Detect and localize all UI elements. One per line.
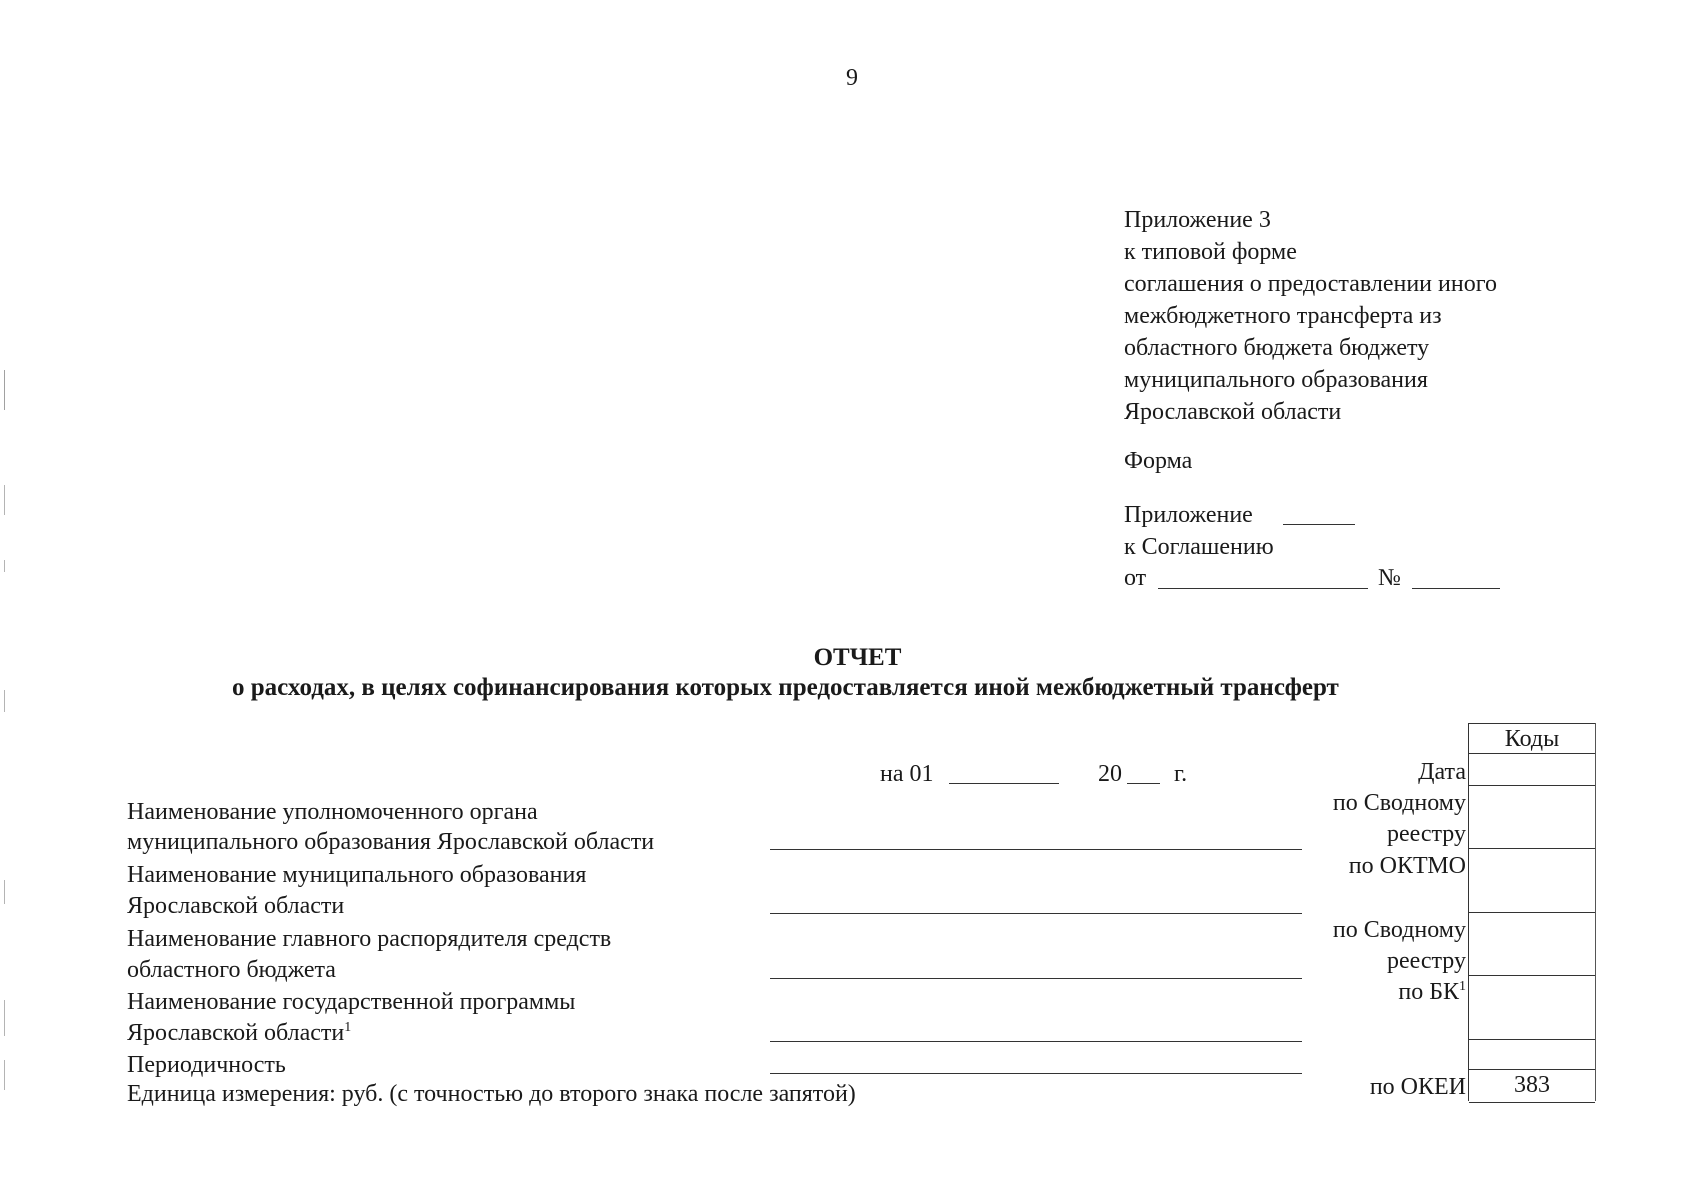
form-label: Форма	[1124, 448, 1193, 474]
report-title: ОТЧЕТ	[813, 644, 902, 671]
year-suffix: г.	[1174, 761, 1188, 787]
agreement-number-field[interactable]	[1412, 588, 1500, 589]
attachment-number-field[interactable]	[1283, 524, 1355, 525]
scan-mark	[4, 560, 5, 572]
code-label-registry: реестру	[1386, 821, 1466, 847]
chief-administrator-field[interactable]	[770, 978, 1302, 979]
field-label: муниципального образования Ярославской области	[127, 829, 655, 855]
municipality-field[interactable]	[770, 913, 1302, 914]
scan-mark	[4, 370, 5, 410]
code-label-date: Дата	[1418, 759, 1466, 785]
report-year-field[interactable]	[1127, 783, 1160, 784]
authorized-body-field[interactable]	[770, 849, 1302, 850]
report-subtitle: о расходах, в целях софинансирования которых предоставляется иной межбюджетный трансферт	[232, 674, 1339, 701]
annex-line: Ярославской области	[1124, 399, 1342, 425]
code-cell-registry[interactable]	[1469, 785, 1595, 849]
annex-line: к типовой форме	[1124, 239, 1297, 265]
page-number: 9	[846, 65, 858, 91]
scan-mark	[4, 690, 5, 712]
field-label: Наименование главного распорядителя средств	[127, 926, 612, 952]
field-label: Наименование государственной программы	[127, 989, 576, 1015]
attachment-label: Приложение	[1124, 502, 1253, 528]
code-cell-bk[interactable]	[1469, 975, 1595, 1040]
field-label: Ярославской области$^1$	[127, 1020, 352, 1046]
code-label-registry: по Сводному	[1332, 790, 1466, 816]
report-date-field[interactable]	[949, 783, 1059, 784]
from-label: от	[1124, 565, 1147, 591]
code-label-registry: реестру	[1386, 948, 1466, 974]
field-label: областного бюджета	[127, 957, 336, 983]
to-agreement-label: к Соглашению	[1124, 534, 1274, 560]
annex-line: Приложение 3	[1124, 207, 1271, 233]
code-cell-oktmo[interactable]	[1469, 848, 1595, 913]
field-label: Ярославской области	[127, 893, 345, 919]
code-cell-periodicity[interactable]	[1469, 1039, 1595, 1070]
annex-line: муниципального образования	[1124, 367, 1428, 393]
date-prefix: на 01	[880, 761, 934, 787]
field-label: Наименование уполномоченного органа	[127, 799, 538, 825]
codes-header: Коды	[1469, 723, 1595, 754]
footnote-mark: 1	[344, 1020, 352, 1035]
periodicity-field[interactable]	[770, 1073, 1302, 1074]
code-cell-okei: 383	[1469, 1069, 1595, 1103]
unit-line: Единица измерения: руб. (с точностью до второго знака после запятой)	[127, 1081, 856, 1107]
scan-mark	[4, 1060, 5, 1090]
annex-line: соглашения о предоставлении иного	[1124, 271, 1497, 297]
scan-mark	[4, 1000, 5, 1036]
field-label: Наименование муниципального образования	[127, 862, 587, 888]
state-program-field[interactable]	[770, 1041, 1302, 1042]
year-prefix: 20	[1098, 761, 1122, 787]
annex-line: областного бюджета бюджету	[1124, 335, 1430, 361]
code-cell-registry[interactable]	[1469, 912, 1595, 976]
field-label: Периодичность	[127, 1052, 286, 1078]
codes-table	[1468, 723, 1596, 1101]
number-sign: №	[1378, 565, 1401, 591]
code-label-okei: по ОКЕИ	[1369, 1074, 1466, 1100]
annex-line: межбюджетного трансферта из	[1124, 303, 1442, 329]
code-label-oktmo: по ОКТМО	[1348, 853, 1466, 879]
annex-block	[1124, 204, 1497, 428]
code-cell-date[interactable]	[1469, 753, 1595, 786]
code-label-bk: по $БК^1$	[1398, 979, 1466, 1005]
footnote-mark: 1	[1459, 979, 1466, 994]
scan-mark	[4, 485, 5, 515]
code-label-registry: по Сводному	[1332, 917, 1466, 943]
scan-mark	[4, 880, 5, 904]
agreement-date-field[interactable]	[1158, 588, 1368, 589]
